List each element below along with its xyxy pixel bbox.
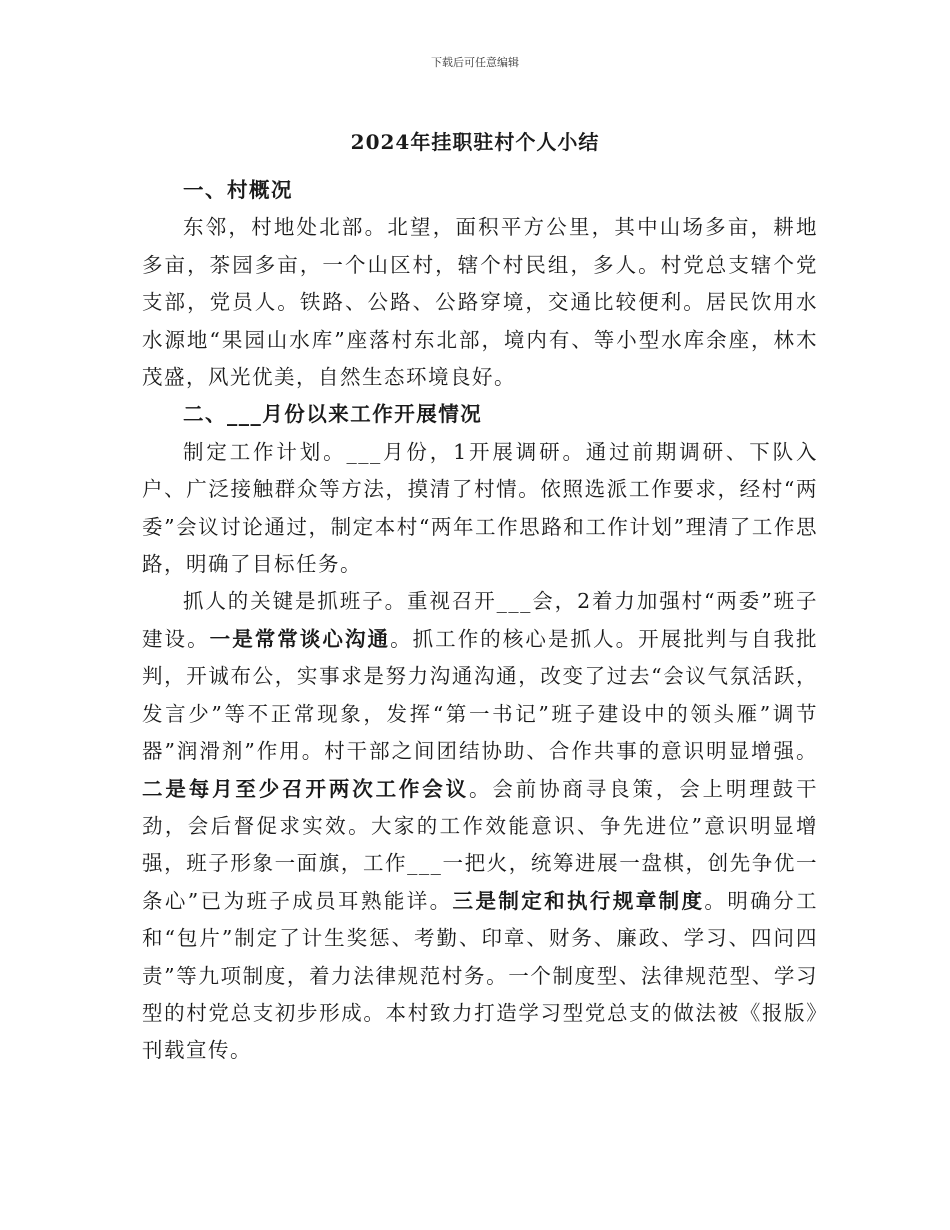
text-segment: 抓人的关键是抓班子。重视召开___会，2着力加强村“两委”班子建设。 <box>142 589 818 651</box>
text-segment: 。抓工作的核心是抓人。开展批判与自我批判，开诚布公，实事求是努力沟通沟通，改变了过去“会议气氛活跃，发言少”等不正常现象，发挥“第一书记”班子建设中的领头雁”调节器”润滑剂”作用。村干部之间团结协助、合作共事的意识明显增强。 <box>142 626 819 764</box>
paragraph-work-plan: 制定工作计划。___月份，1开展调研。通过前期调研、下队入户、广泛接触群众等方法，摸清了村情。依照选派工作要求，经村“两委”会议讨论通过，制定本村“两年工作思路和工作计划”理清了工作思路，明确了目标任务。 <box>142 439 818 577</box>
header-note: 下载后可任意编辑 <box>431 56 519 69</box>
section-heading-work-progress: 二、___月份以来工作开展情况 <box>183 402 483 427</box>
text-segment: 。会前协商寻良策，会上明理鼓干劲，会后督促求实效。大家的工作效能意识、争先进位”意识明显增强，班子形象一面旗，工作___一把火，统筹进展一盘棋，创先争优一条心”已为班子成员耳熟能详。 <box>142 776 818 913</box>
bold-point-1: 一是常常谈心沟通 <box>209 626 391 651</box>
document-body <box>142 172 818 1070</box>
bold-point-2: 二是每月至少召开两次工作会议 <box>142 776 469 801</box>
bold-point-3: 三是制定和执行规章制度 <box>452 888 705 913</box>
section-heading-village-overview: 一、村概况 <box>183 178 293 202</box>
text-segment: 。明确分工和“包片”制定了计生奖惩、考勤、印章、财务、廉政、学习、四问四责”等九项制度，着力法律规范村务。一个制度型、法律规范型、学习型的村党总支初步形成。本村致力打造学习型党总支的做法被《报版》刊载宣传。 <box>142 888 819 1063</box>
document-title: 2024年挂职驻村个人小结 <box>350 130 600 154</box>
paragraph-village-overview: 东邻，村地处北部。北望，面积平方公里，其中山场多亩，耕地多亩，茶园多亩，一个山区村，辖个村民组，多人。村党总支辖个党支部，党员人。铁路、公路、公路穿境，交通比较便利。居民饮用水水源地“果园山水库”座落村东北部，境内有、等小型水库余座，林木茂盛，风光优美，自然生态环境良好。 <box>142 215 818 390</box>
paragraph-team-building <box>142 583 818 1069</box>
